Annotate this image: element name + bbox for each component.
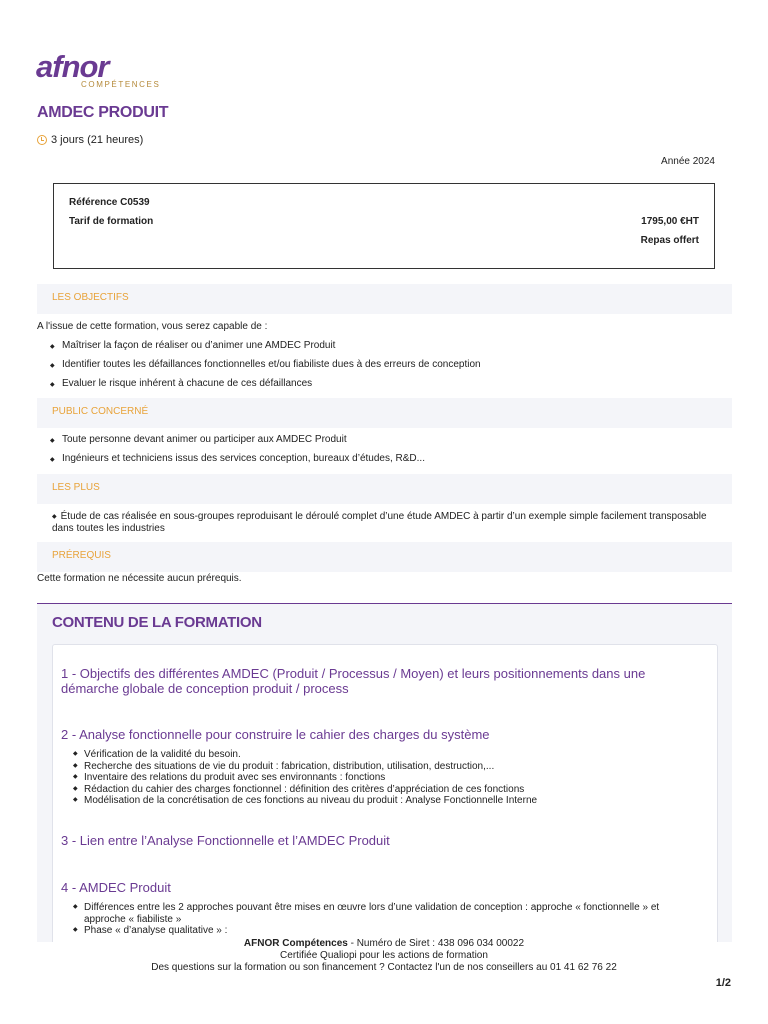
- price-value: 1795,00 €HT: [641, 216, 699, 227]
- footer-siret: - Numéro de Siret : 438 096 034 00022: [347, 938, 525, 949]
- objectifs-heading: LES OBJECTIFS: [37, 284, 732, 314]
- module-4-list: [73, 902, 703, 937]
- reference-label: Référence C0539: [69, 197, 150, 208]
- logo-subtitle: COMPÉTENCES: [81, 80, 161, 89]
- duration-text: 3 jours (21 heures): [51, 134, 144, 146]
- objectifs-list: [48, 340, 481, 397]
- footer-line-2: Certifiée Qualiopi pour les actions de formation: [280, 950, 488, 961]
- page-number: 1/2: [715, 977, 731, 989]
- plus-text: Étude de cas réalisée en sous-groupes reproduisant le déroulé complet d’une étude AMDEC à partir d’un exemple simple facilement transposable dans toutes les industries: [52, 511, 707, 534]
- list-item: ◆ Identifier toutes les défaillances fonctionnelles et/ou fiabiliste dues à des erreurs de conception: [48, 359, 481, 378]
- contenu-section: [37, 603, 732, 942]
- list-item: ◆ Rédaction du cahier des charges fonctionnel : définition des critères d’appréciation de ces fonctions: [73, 784, 703, 796]
- course-title: AMDEC PRODUIT: [37, 104, 169, 121]
- list-item: ◆ Ingénieurs et techniciens issus des services conception, bureaux d’études, R&D...: [48, 453, 425, 472]
- plus-item: [52, 511, 722, 535]
- footer-company: AFNOR Compétences: [243, 938, 348, 949]
- list-item: ◆ Différences entre les 2 approches pouvant être mises en œuvre lors d’une validation de conception : approche « fonctionnelle » et approche « fiabiliste »: [73, 902, 703, 925]
- contenu-card: [52, 644, 718, 942]
- module-4-title: 4 - AMDEC Produit: [61, 880, 171, 895]
- course-year: Année 2024: [661, 156, 715, 167]
- course-duration: [37, 134, 143, 146]
- prerequis-heading: PRÉREQUIS: [37, 542, 732, 572]
- footer-line-1: [0, 938, 768, 950]
- list-item: ◆ Evaluer le risque inhérent à chacune de ces défaillances: [48, 378, 481, 397]
- list-item: ◆ Inventaire des relations du produit avec ses environnants : fonctions: [73, 772, 703, 784]
- page-footer: [0, 938, 768, 974]
- module-2-title: 2 - Analyse fonctionnelle pour construire le cahier des charges du système: [61, 727, 490, 742]
- module-2-list: [73, 749, 703, 807]
- contenu-heading: CONTENU DE LA FORMATION: [52, 614, 262, 631]
- public-list: [48, 434, 425, 472]
- plus-heading: LES PLUS: [37, 474, 732, 504]
- prerequis-text: Cette formation ne nécessite aucun prérequis.: [37, 573, 242, 584]
- meal-note: Repas offert: [640, 235, 699, 246]
- module-3-title: 3 - Lien entre l’Analyse Fonctionnelle et l’AMDEC Produit: [61, 833, 390, 848]
- list-item: ◆ Recherche des situations de vie du produit : fabrication, distribution, utilisation, destruction,...: [73, 761, 703, 773]
- objectifs-intro: A l'issue de cette formation, vous serez capable de :: [37, 321, 268, 332]
- logo-word: afnor: [36, 49, 109, 84]
- list-item: ◆ Vérification de la validité du besoin.: [73, 749, 703, 761]
- public-heading: PUBLIC CONCERNÉ: [37, 398, 732, 428]
- diamond-bullet-icon: ◆: [52, 514, 57, 520]
- list-item: ◆ Toute personne devant animer ou participer aux AMDEC Produit: [48, 434, 425, 453]
- afnor-logo: [36, 49, 176, 92]
- module-1-title: 1 - Objectifs des différentes AMDEC (Produit / Processus / Moyen) et leurs positionnements dans une démarche globale de conception produit / process: [61, 666, 646, 696]
- list-item: ◆ Phase « d’analyse qualitative » :: [73, 925, 703, 937]
- list-item: ◆ Maîtriser la façon de réaliser ou d’animer une AMDEC Produit: [48, 340, 481, 359]
- list-item: ◆ Modélisation de la concrétisation de ces fonctions au niveau du produit : Analyse Fonctionnelle Interne: [73, 795, 703, 807]
- clock-icon: [37, 135, 47, 145]
- footer-line-3: Des questions sur la formation ou son financement ? Contactez l'un de nos conseillers au 01 41 62 76 22: [151, 962, 617, 973]
- tarif-label: Tarif de formation: [69, 216, 154, 227]
- reference-box: [53, 183, 715, 269]
